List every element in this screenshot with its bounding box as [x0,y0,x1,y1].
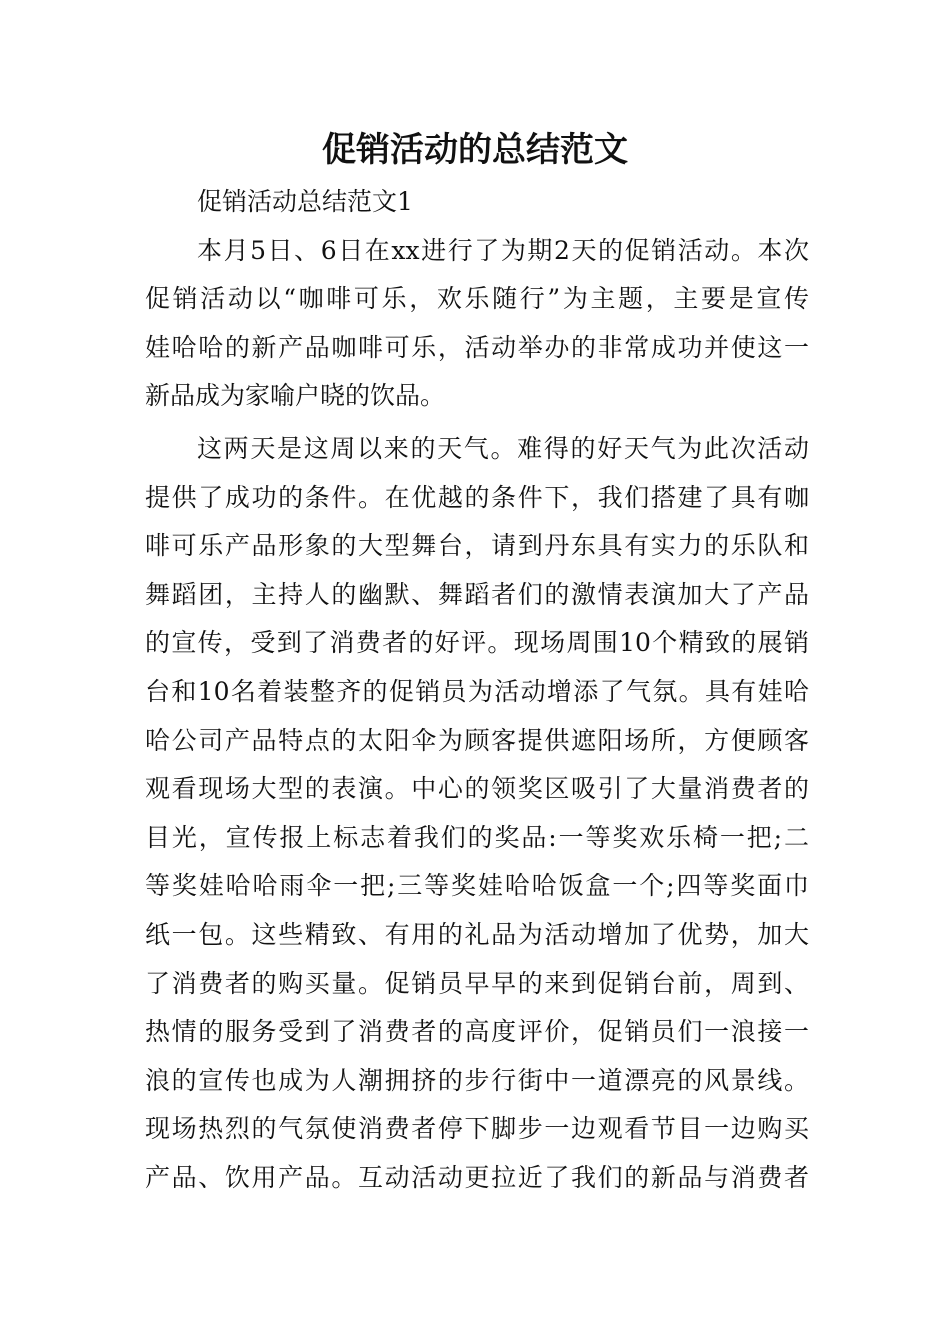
paragraph-line: 舞蹈团，主持人的幽默、舞蹈者们的激情表演加大了产品 [145,579,809,609]
paragraph-line: 产品、饮用产品。互动活动更拉近了我们的新品与消费者 [145,1162,809,1192]
paragraph-line: 哈公司产品特点的太阳伞为顾客提供遮阳场所，方便顾客 [145,725,809,755]
paragraph-line: 观看现场大型的表演。中心的领奖区吸引了大量消费者的 [145,774,809,804]
paragraph-line: 目光，宣传报上标志着我们的奖品:一等奖欢乐椅一把;二 [145,822,809,852]
paragraph-line: 娃哈哈的新产品咖啡可乐，活动举办的非常成功并使这一 [145,332,809,362]
paragraph-line: 纸一包。这些精致、有用的礼品为活动增加了优势，加大 [145,919,809,949]
paragraph-line: 热情的服务受到了消费者的高度评价，促销员们一浪接一 [145,1017,809,1047]
paragraph-line: 等奖娃哈哈雨伞一把;三等奖娃哈哈饭盒一个;四等奖面巾 [145,871,809,901]
paragraph-line: 本月5日、6日在xx进行了为期2天的促销活动。本次 [197,235,809,265]
section-subtitle: 促销活动总结范文1 [197,187,413,216]
document-body [145,178,809,1202]
paragraph-1 [145,227,809,421]
paragraph-line: 这两天是这周以来的天气。难得的好天气为此次活动 [197,433,809,463]
paragraph-2 [145,425,809,1203]
paragraph-line: 浪的宣传也成为人潮拥挤的步行街中一道漂亮的风景线。 [145,1065,809,1095]
document-title: 促销活动的总结范文 [322,130,628,170]
paragraph-line: 新品成为家喻户晓的饮品。 [145,381,446,411]
paragraph-line: 了消费者的购买量。促销员早早的来到促销台前，周到、 [145,968,809,998]
paragraph-line: 现场热烈的气氛使消费者停下脚步一边观看节目一边购买 [145,1114,809,1144]
paragraph-line: 台和10名着装整齐的促销员为活动增添了气氛。具有娃哈 [145,676,809,706]
paragraph-line: 促销活动以“咖啡可乐，欢乐随行”为主题，主要是宣传 [145,284,809,314]
paragraph-line: 提供了成功的条件。在优越的条件下，我们搭建了具有咖 [145,482,809,512]
paragraph-line: 啡可乐产品形象的大型舞台，请到丹东具有实力的乐队和 [145,531,809,561]
paragraph-line: 的宣传，受到了消费者的好评。现场周围10个精致的展销 [145,628,809,658]
